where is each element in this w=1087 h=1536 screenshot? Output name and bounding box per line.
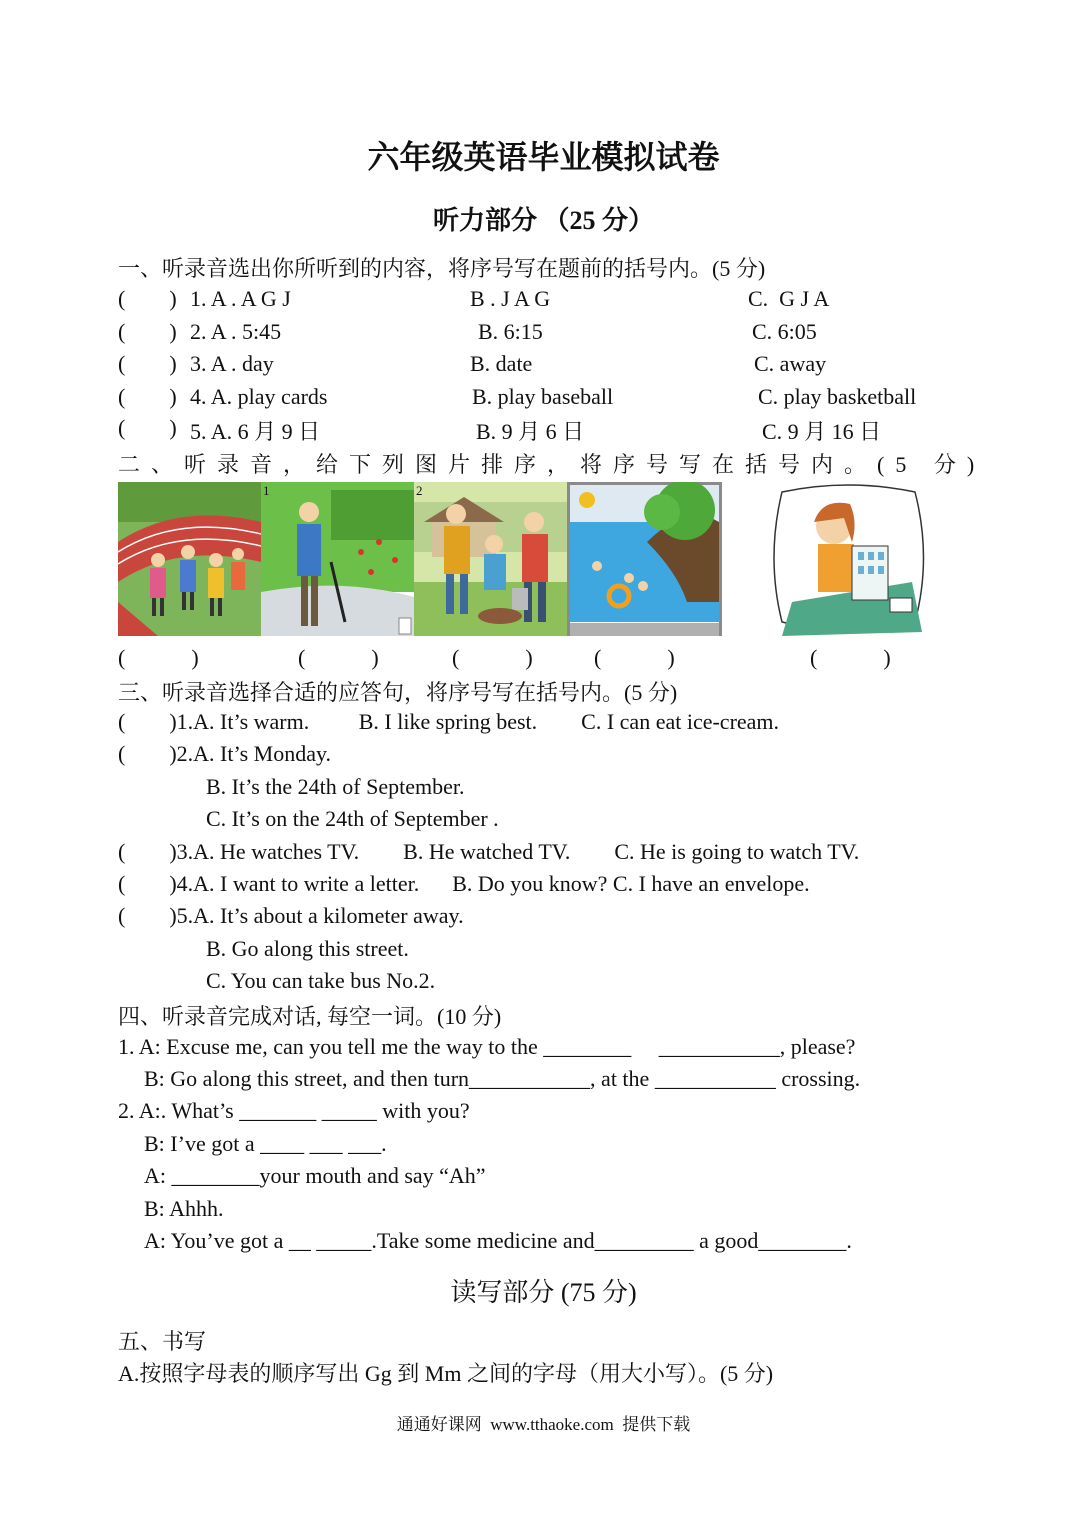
answer-bracket: ( ) <box>118 319 177 344</box>
dialogue-line: B: I’ve got a ____ ___ ___. <box>144 1131 387 1156</box>
question-line: ( )4.A. I want to write a letter. B. Do you know? C. I have an envelope. <box>118 871 810 896</box>
answer-bracket: ( ) <box>118 286 177 311</box>
picture-planting-trees <box>414 482 567 636</box>
option-line: B. Go along this street. <box>206 936 409 961</box>
dialogue-line: B: Ahhh. <box>144 1196 224 1221</box>
picture-number: 1 <box>263 483 270 498</box>
section1-heading: 一、听录音选出你所听到的内容，将序号写在题前的括号内。(5 分) <box>118 256 766 281</box>
answer-bracket: ( ) <box>452 645 533 670</box>
picture-man-walking <box>261 482 414 636</box>
question-line: ( )1.A. It’s warm. B. I like spring best. C. I can eat ice-cream. <box>118 709 780 734</box>
answer-bracket: ( ) <box>118 645 199 670</box>
question-line: ( )2.A. It’s Monday. <box>118 741 332 766</box>
option-b: B . J A G <box>470 286 551 311</box>
option-a: 1. A . A G J <box>190 286 291 311</box>
question-line: ( )5.A. It’s about a kilometer away. <box>118 903 464 928</box>
dialogue-line: A: You’ve got a __ _____.Take some medicine and_________ a good________. <box>144 1228 852 1253</box>
section4-heading: 四、听录音完成对话, 每空一词。(10 分) <box>118 1004 502 1029</box>
answer-bracket: ( ) <box>298 645 379 670</box>
dialogue-line: B: Go along this street, and then turn___________, at the ___________ crossing. <box>144 1066 861 1091</box>
picture-sports-day <box>118 482 261 636</box>
answer-bracket: ( ) <box>118 351 177 376</box>
dialogue-line: 1. A: Excuse me, can you tell me the way to the ________ ___________, please? <box>118 1034 856 1059</box>
option-a: 2. A . 5:45 <box>190 319 282 344</box>
section3-heading: 三、听录音选择合适的应答句，将序号写在括号内。(5 分) <box>118 680 678 705</box>
dialogue-line: 2. A:. What’s _______ _____ with you? <box>118 1098 470 1123</box>
option-a: 5. A. 6 月 9 日 <box>190 419 321 444</box>
footer-text: 通通好课网 www.tthaoke.com 提供下载 <box>396 1415 691 1434</box>
option-b: B. date <box>470 351 533 376</box>
section2-heading: 二、听录音，给下列图片排序，将序号写在括号内。(5 分) <box>118 452 986 477</box>
option-a: 3. A . day <box>190 351 274 376</box>
option-b: B. play baseball <box>472 384 614 409</box>
option-b: B. 9 月 6 日 <box>476 419 585 444</box>
question-line: ( )3.A. He watches TV. B. He watched TV. C. He is going to watch TV. <box>118 839 860 864</box>
reading-title: 读写部分 (75 分) <box>450 1278 637 1307</box>
page-title: 六年级英语毕业模拟试卷 <box>367 139 720 175</box>
option-c: C. play basketball <box>758 384 917 409</box>
section5-instruction: A.按照字母表的顺序写出 Gg 到 Mm 之间的字母（用大小写）。(5 分) <box>118 1361 774 1386</box>
answer-bracket: ( ) <box>810 645 891 670</box>
picture-swimming <box>567 482 722 636</box>
option-line: C. It’s on the 24th of September . <box>206 806 499 831</box>
picture-stamp-collection <box>772 482 925 636</box>
option-a: 4. A. play cards <box>190 384 328 409</box>
option-line: C. You can take bus No.2. <box>206 968 436 993</box>
option-c: C. 6:05 <box>752 319 817 344</box>
option-c: C. away <box>754 351 827 376</box>
listening-title: 听力部分 （25 分） <box>432 206 654 235</box>
section5-heading: 五、书写 <box>118 1329 207 1354</box>
option-c: C. G J A <box>748 286 830 311</box>
option-c: C. 9 月 16 日 <box>762 419 882 444</box>
picture-number: 2 <box>416 483 423 498</box>
answer-bracket: ( ) <box>118 384 177 409</box>
answer-bracket: ( ) <box>594 645 675 670</box>
option-line: B. It’s the 24th of September. <box>206 774 465 799</box>
dialogue-line: A: ________your mouth and say “Ah” <box>144 1163 486 1188</box>
option-b: B. 6:15 <box>478 319 543 344</box>
answer-bracket: ( ) <box>118 415 177 440</box>
